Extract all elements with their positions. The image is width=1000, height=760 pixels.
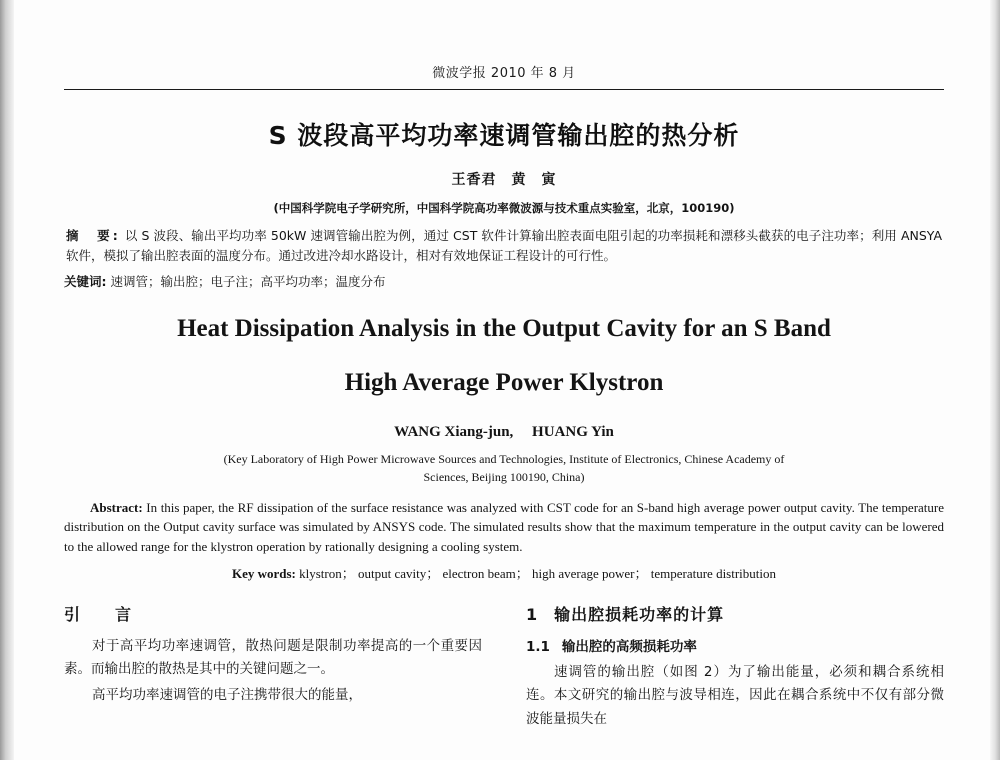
keywords-english — [64, 563, 944, 582]
header-rule — [64, 89, 944, 90]
page-title-chinese: S 波段高平均功率速调管输出腔的热分析 — [268, 121, 740, 150]
abstract-english-text: In this paper, the RF dissipation of the surface resistance was analyzed with CST code for an S-band high average power output cavity. The temperature distribution on the Output cavity surface was simulated by ANSYS code. The simulated results show that the maximum temperature in the output cavity can be lowered to the allowed range for the klystron operation by rationally designing a cooling system. — [64, 499, 945, 554]
page-content — [64, 0, 944, 760]
right-paragraph-1: 速调管的输出腔（如图 2）为了输出能量，必须和耦合系统相连。本文研究的输出腔与波导相连，因此在耦合系统中不仅有部分微波能量损失在 — [526, 664, 944, 727]
affiliation-english-line2: Sciences, Beijing 100190, China) — [423, 469, 585, 484]
abstract-chinese — [64, 226, 944, 267]
column-right — [526, 602, 944, 733]
title-english-line1: Heat Dissipation Analysis in the Output Cavity for an S Band — [177, 315, 831, 343]
abstract-english — [64, 498, 944, 557]
affiliation-chinese: (中国科学院电子学研究所，中国科学院高功率微波源与技术重点实验室，北京，100190) — [273, 200, 735, 215]
keywords-english-label: Key words: — [231, 566, 296, 582]
keywords-chinese-label: 关键词: — [64, 274, 107, 290]
running-head: 微波学报 2010 年 8 月 — [432, 66, 576, 81]
left-paragraph-1: 对于高平均功率速调管，散热问题是限制功率提高的一个重要因素。而输出腔的散热是其中的关键问题之一。 — [64, 638, 482, 678]
left-paragraph-2: 高平均功率速调管的电子注携带很大的能量， — [92, 686, 362, 703]
keywords-english-text: klystron； output cavity； electron beam； high average power； temperature distribution — [299, 566, 777, 582]
affiliation-english-line1: (Key Laboratory of High Power Microwave Sources and Technologies, Institute of Electronics, Chinese Academy of — [223, 451, 785, 466]
right-subsection-title: 输出腔的高频损耗功率 — [561, 639, 697, 656]
right-subsection-heading — [526, 635, 944, 655]
authors-english: WANG Xiang-jun, HUANG Yin — [394, 423, 614, 440]
right-section-title: 输出腔损耗功率的计算 — [554, 605, 725, 625]
column-left — [64, 602, 482, 733]
right-section-heading — [526, 602, 944, 625]
right-section-number: 1 — [526, 605, 539, 625]
body-columns — [64, 602, 944, 733]
scan-edge-left — [0, 0, 14, 760]
abstract-chinese-text: 以 S 波段、输出平均功率 50kW 速调管输出腔为例，通过 CST 软件计算输出腔表面电阻引起的功率损耗和漂移头截获的电子注功率；利用 ANSYA 软件，模拟了输出腔表面的温度分布。通过改进冷却水路设计，相对有效地保证工程设计的可行性。 — [66, 227, 943, 263]
abstract-chinese-label: 摘 要: — [66, 227, 121, 243]
keywords-chinese-text: 速调管；输出腔；电子注；高平均功率；温度分布 — [110, 274, 386, 290]
affiliation-english — [64, 450, 944, 486]
left-section-heading: 引 言 — [64, 605, 133, 625]
right-subsection-number: 1.1 — [526, 639, 550, 656]
abstract-english-label: Abstract: — [90, 499, 143, 515]
keywords-chinese — [64, 272, 944, 290]
title-english-line2: High Average Power Klystron — [344, 369, 664, 396]
page-title-english — [64, 312, 944, 400]
authors-chinese: 王香君 黄 寅 — [451, 171, 557, 188]
scan-edge-right — [990, 0, 1000, 760]
